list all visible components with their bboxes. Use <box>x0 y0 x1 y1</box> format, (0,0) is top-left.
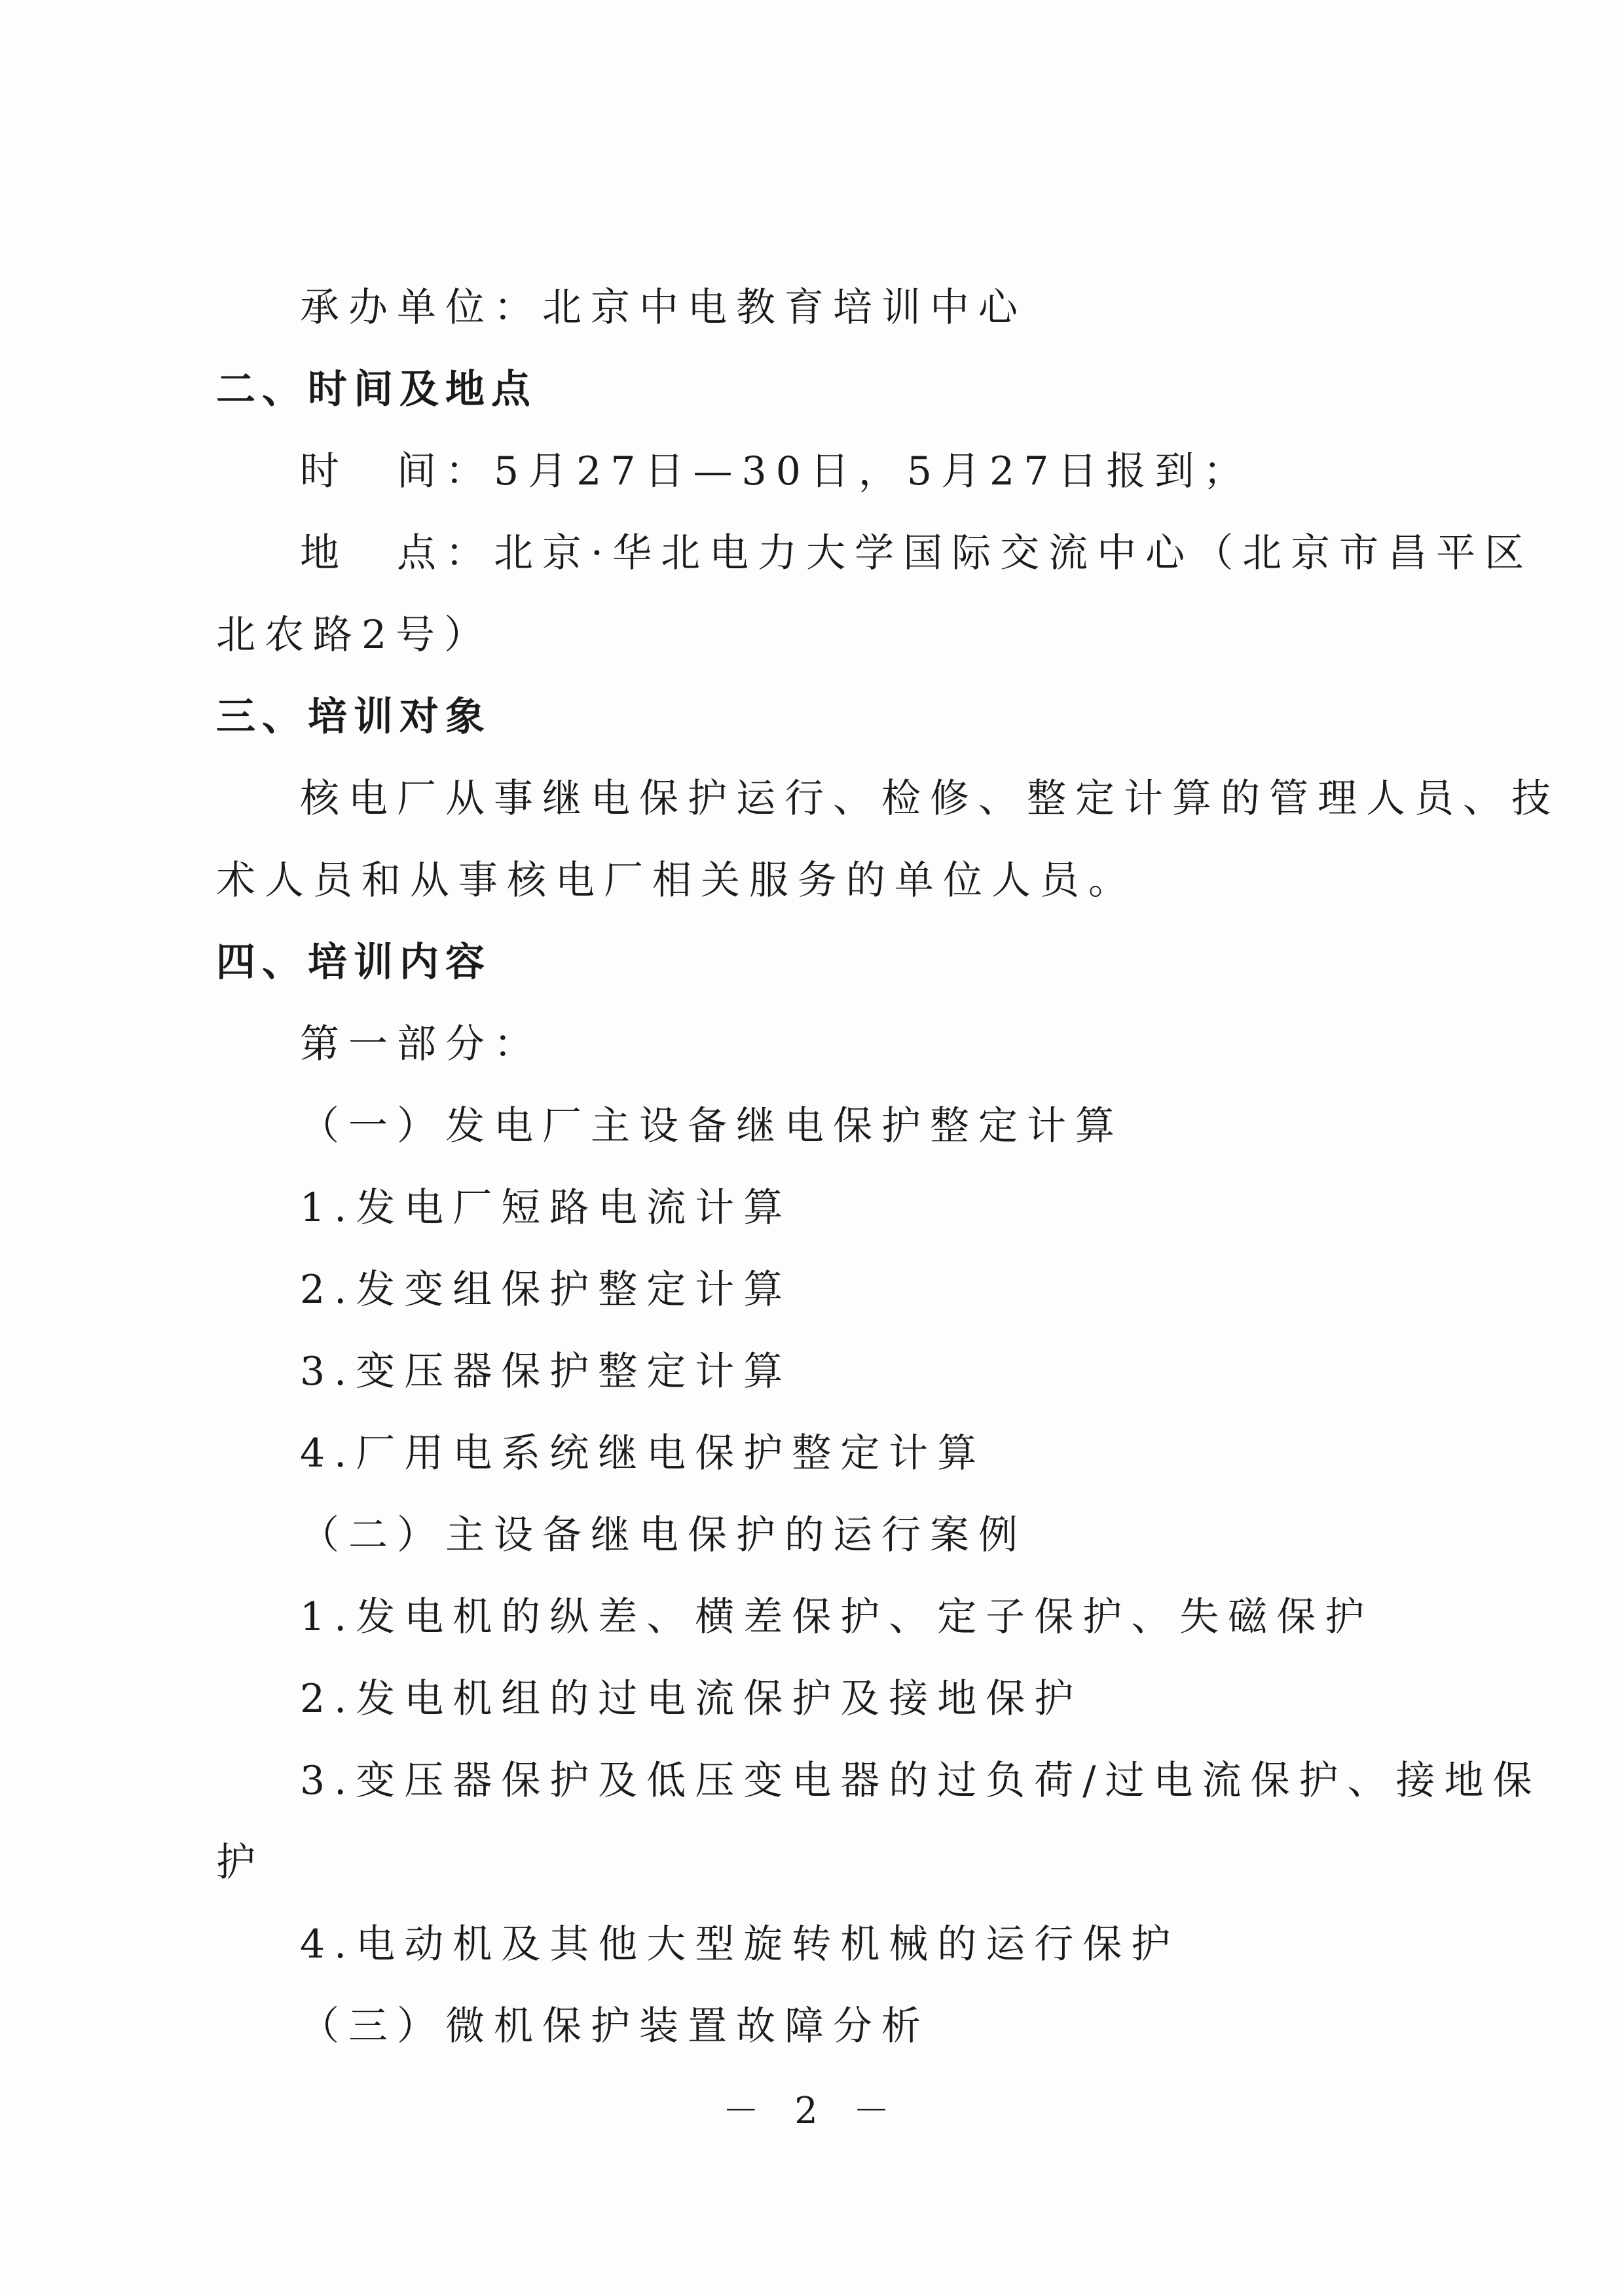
section-heading-content: 四、培训内容 <box>216 939 491 985</box>
place-line-continued: 北农路2号） <box>216 612 493 658</box>
list-item: 3.变压器保护整定计算 <box>300 1349 792 1394</box>
subsection-title: （一）发电厂主设备继电保护整定计算 <box>300 1103 1124 1149</box>
subsection-title: （二）主设备继电保护的运行案例 <box>300 1512 1027 1558</box>
subsection-title: （三）微机保护装置故障分析 <box>300 2003 930 2049</box>
list-item: 2.发变组保护整定计算 <box>300 1267 792 1313</box>
list-item: 2.发电机组的过电流保护及接地保护 <box>300 1676 1083 1722</box>
list-item: 1.发电厂短路电流计算 <box>300 1185 792 1231</box>
trainees-paragraph-line: 术人员和从事核电厂相关服务的单位人员。 <box>216 858 1137 903</box>
place-line: 地 点：北京·华北电力大学国际交流中心（北京市昌平区 <box>300 530 1534 576</box>
section-heading-time-place: 二、时间及地点 <box>216 367 537 412</box>
trainees-paragraph-line: 核电厂从事继电保护运行、检修、整定计算的管理人员、技 <box>300 776 1560 822</box>
list-item: 3.变压器保护及低压变电器的过负荷/过电流保护、接地保 <box>300 1758 1541 1804</box>
time-line: 时 间：5月27日—30日，5月27日报到； <box>300 448 1252 494</box>
list-item-continued: 护 <box>216 1840 265 1886</box>
section-heading-trainees: 三、培训对象 <box>216 694 491 740</box>
list-item: 4.厂用电系统继电保护整定计算 <box>300 1430 986 1476</box>
organizer-line: 承办单位：北京中电教育培训中心 <box>300 285 1027 331</box>
list-item: 4.电动机及其他大型旋转机械的运行保护 <box>300 1922 1180 1967</box>
page-number: － 2 － <box>722 2090 902 2132</box>
part-label: 第一部分： <box>300 1021 542 1067</box>
list-item: 1.发电机的纵差、横差保护、定子保护、失磁保护 <box>300 1594 1374 1640</box>
